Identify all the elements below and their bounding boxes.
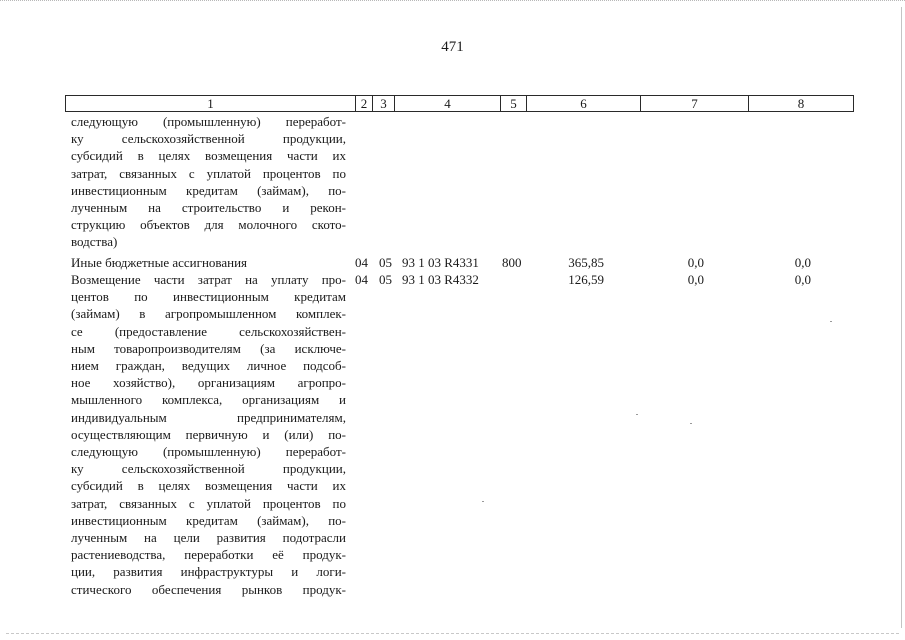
row1-col8-amount: 0,0 xyxy=(794,255,811,270)
description-line: ку сельскохозяйственной продукции, xyxy=(71,131,346,147)
description-line: лученным на строительство и рекон- xyxy=(71,200,346,216)
description-line: затрат, связанных с уплатой процентов по xyxy=(71,495,346,511)
description-line: растениеводства, переработки её продук- xyxy=(71,547,346,563)
description-line: индивидуальным предпринимателям, xyxy=(71,409,346,425)
row1-col2-section: 04 xyxy=(355,255,368,270)
scan-speck xyxy=(482,501,484,502)
row2-col4-target-article: 93 1 03 R4332 xyxy=(402,272,479,287)
row2-col7-amount: 0,0 xyxy=(687,272,704,287)
description-line: ции, развития инфраструктуры и логи- xyxy=(71,564,346,580)
description-line: водства) xyxy=(71,234,118,250)
description-line: ное хозяйство), организациям агропро- xyxy=(71,375,346,391)
description-line: центов по инвестиционным кредитам xyxy=(71,289,346,305)
column-header-6: 6 xyxy=(527,96,641,111)
row1-col3-subsection: 05 xyxy=(379,255,392,270)
description-line: субсидий в целях возмещения части их xyxy=(71,148,346,164)
description-line: осуществляющим первичную и (или) по- xyxy=(71,426,346,442)
column-header-5: 5 xyxy=(501,96,527,111)
row1-col7-amount: 0,0 xyxy=(687,255,704,270)
row1-col5-expense-type: 800 xyxy=(502,255,522,270)
row1-col6-amount: 365,85 xyxy=(568,255,604,270)
column-header-3: 3 xyxy=(373,96,395,111)
page-number: 471 xyxy=(441,39,464,55)
description-line: инвестиционным кредитам (займам), по- xyxy=(71,512,346,528)
column-header-4: 4 xyxy=(395,96,501,111)
scan-speck xyxy=(690,423,692,424)
column-header-8: 8 xyxy=(797,96,805,111)
row2-col8-amount: 0,0 xyxy=(794,272,811,287)
column-header-1: 1 xyxy=(66,96,356,111)
scan-speck xyxy=(636,414,638,415)
description-line: лученным на цели развития подотрасли xyxy=(71,530,346,546)
row1-col4-target-article: 93 1 03 R4331 xyxy=(402,255,479,270)
row-description-other-allocations xyxy=(71,254,346,271)
description-line: субсидий в целях возмещения части их xyxy=(71,478,346,494)
description-line: ным товаропроизводителям (за исключе- xyxy=(71,340,346,356)
column-header-7: 7 xyxy=(641,96,749,111)
page-edge-right xyxy=(901,7,902,628)
row-description-continued xyxy=(71,113,346,251)
row2-col3-subsection: 05 xyxy=(379,272,392,287)
description-line: стического обеспечения рынков продук- xyxy=(71,581,346,597)
page-edge-bottom xyxy=(6,633,899,634)
description-line: затрат, связанных с уплатой процентов по xyxy=(71,165,346,181)
description-line: нием граждан, ведущих личное подсоб- xyxy=(71,358,346,374)
row2-col6-amount: 126,59 xyxy=(568,272,604,287)
description-line: Возмещение части затрат на уплату про- xyxy=(71,272,346,287)
description-line: Иные бюджетные ассигнования xyxy=(71,255,248,270)
table-header-row xyxy=(65,95,854,112)
description-line: следующую (промышленную) переработ- xyxy=(71,114,346,129)
description-line: (займам) в агропромышленном комплек- xyxy=(71,306,346,322)
description-line: инвестиционным кредитам (займам), по- xyxy=(71,182,346,198)
description-line: ку сельскохозяйственной продукции, xyxy=(71,461,346,477)
description-line: се (предоставление сельскохозяйствен- xyxy=(71,323,346,339)
column-header-2: 2 xyxy=(356,96,373,111)
scan-speck xyxy=(830,321,832,322)
row2-col2-section: 04 xyxy=(355,272,368,287)
description-line: струкцию объектов для молочного ското- xyxy=(71,217,346,233)
description-line: следующую (промышленную) переработ- xyxy=(71,444,346,460)
description-line: мышленного комплекса, организациям и xyxy=(71,392,346,408)
row-description-reimbursement xyxy=(71,271,346,598)
